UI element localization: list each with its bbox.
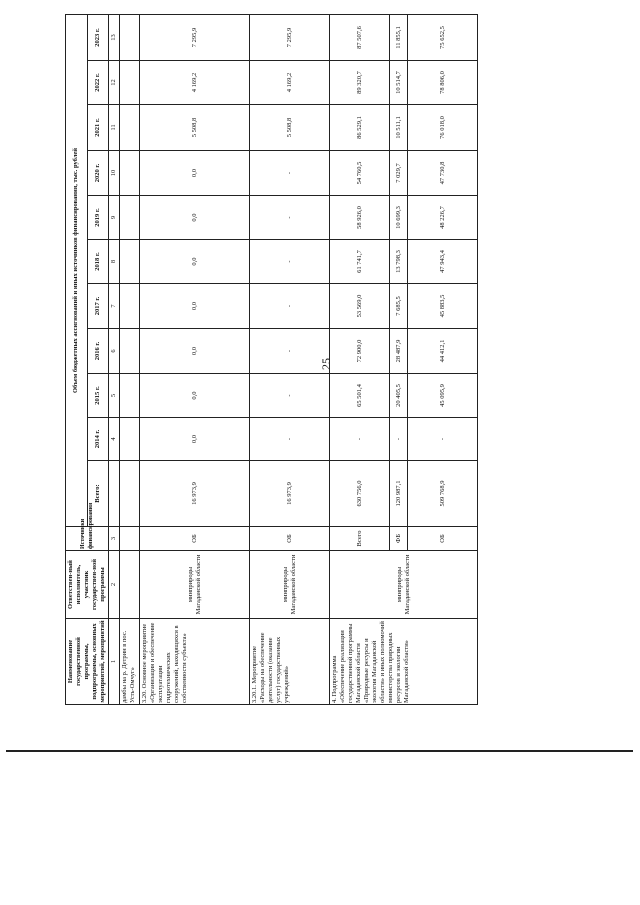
cell-value: - [250,418,330,461]
cell-value [120,240,140,284]
table-row [120,14,140,704]
col-number: 7 [109,284,120,329]
header-year: 2022 г. [87,61,109,105]
row-name: 3.20.1. Мероприятие «Расходы на обеспечение деятельности (оказание услуг) государственных учреждений» [250,619,330,705]
cell-value [120,14,140,60]
financing-table [65,14,478,705]
cell-value: 0,0 [140,151,250,196]
col-number: 8 [109,240,120,284]
row-source: ФБ [390,527,408,551]
cell-value: 0,0 [140,284,250,329]
cell-value: - [408,418,478,461]
cell-value: 0,0 [140,374,250,418]
cell-value: 0,0 [140,418,250,461]
cell-value: 61 741,7 [330,240,390,284]
cell-value: 5 508,8 [250,105,330,151]
cell-value: 5 508,8 [140,105,250,151]
row-source: Всего [330,527,390,551]
header-year: 2016 г. [87,329,109,374]
subprogram-name: 4. Подпрограмма «Обеспечение реализации государственной программы Магаданской области «Природные ресурсы и экология Магаданской области» и иных полномочий министерства природных ресурсов и экологии Магаданской области» [330,619,478,705]
col-number: 10 [109,151,120,196]
col-number: 5 [109,374,120,418]
header-name: Наименование государственной программы, подпрограммы, основных мероприятий, мероприятий [66,619,109,705]
cell-value: 28 487,9 [390,329,408,374]
cell-value: 72 900,0 [330,329,390,374]
header-source: Источники финансирования [66,527,109,551]
header-year: 2017 г. [87,284,109,329]
col-number: 6 [109,329,120,374]
header-year: 2014 г. [87,418,109,461]
cell-value [120,374,140,418]
cell-total: 509 768,9 [408,461,478,527]
cell-value [120,418,140,461]
row-source: ОБ [140,527,250,551]
row-name: дамбы на р. Детрин в пос. Усть-Омчуг» [120,619,140,705]
cell-value [120,329,140,374]
cell-total: 16 973,9 [250,461,330,527]
cell-value: 48 226,7 [408,196,478,240]
subprogram-executor: минприроды Магаданской области [330,551,478,619]
col-number: 1 [109,619,120,705]
cell-value: 86 529,1 [330,105,390,151]
header-year: 2019 г. [87,196,109,240]
cell-value: 20 405,5 [390,374,408,418]
header-row-1 [66,14,88,704]
cell-value: - [250,240,330,284]
bottom-divider [6,750,633,752]
col-number: 11 [109,105,120,151]
header-year: 2023 г. [87,14,109,60]
col-number: 4 [109,418,120,461]
cell-value: 76 018,0 [408,105,478,151]
rotated-table-container [65,15,633,705]
header-year: 2020 г. [87,151,109,196]
col-number: 12 [109,61,120,105]
col-number: 9 [109,196,120,240]
col-number: 3 [109,527,120,551]
header-year: 2021 г. [87,105,109,151]
cell-value: 7 295,9 [140,14,250,60]
cell-value: 7 685,5 [390,284,408,329]
cell-value: 87 507,6 [330,14,390,60]
cell-value [120,196,140,240]
cell-value [120,151,140,196]
header-volume: Объем бюджетных ассигнований и иных источников финансирования, тыс. рублей [66,14,88,526]
row-source: ОБ [250,527,330,551]
table-row [140,14,250,704]
cell-value: - [390,418,408,461]
row-executor: минприроды Магаданской области [250,551,330,619]
cell-value: 78 806,0 [408,61,478,105]
cell-value [120,105,140,151]
cell-value: 47 943,4 [408,240,478,284]
cell-value: 54 760,5 [330,151,390,196]
cell-value: 10 699,3 [390,196,408,240]
cell-value: 47 730,8 [408,151,478,196]
cell-value: 7 295,9 [250,14,330,60]
cell-value: 13 798,3 [390,240,408,284]
cell-value: 10 511,1 [390,105,408,151]
cell-value: - [250,374,330,418]
cell-value: 10 514,7 [390,61,408,105]
cell-value: 58 926,0 [330,196,390,240]
header-year: 2015 г. [87,374,109,418]
cell-total [120,461,140,527]
cell-value: 65 501,4 [330,374,390,418]
cell-value [120,284,140,329]
cell-value: 7 029,7 [390,151,408,196]
cell-value: 0,0 [140,196,250,240]
cell-value: 89 320,7 [330,61,390,105]
row-name: 3.20. Основное мероприятие «Организация и обеспечение эксплуатации гидротехнических сооружений, находящихся в собственности субъекта» [140,619,250,705]
col-number: 13 [109,14,120,60]
header-total: Всего: [87,461,109,527]
row-executor: минприроды Магаданской области [140,551,250,619]
cell-total: 630 756,0 [330,461,390,527]
cell-value: 4 169,2 [140,61,250,105]
row-source [120,527,140,551]
cell-value: 0,0 [140,329,250,374]
cell-value: - [250,284,330,329]
col-number: 2 [109,551,120,619]
subprogram-row-total [330,14,390,704]
cell-total: 120 987,1 [390,461,408,527]
page-number: 25 [319,358,333,370]
header-year: 2018 г. [87,240,109,284]
cell-value: - [250,329,330,374]
cell-value: 45 095,9 [408,374,478,418]
table-row [250,14,330,704]
cell-value: - [250,151,330,196]
cell-value [120,61,140,105]
cell-value: - [250,196,330,240]
cell-value: 0,0 [140,240,250,284]
cell-value: 4 169,2 [250,61,330,105]
col-number [109,461,120,527]
cell-value: 11 855,1 [390,14,408,60]
cell-value: 45 883,5 [408,284,478,329]
cell-total: 16 973,9 [140,461,250,527]
cell-value: 53 569,0 [330,284,390,329]
column-number-row [109,14,120,704]
row-source: ОБ [408,527,478,551]
cell-value: 75 652,5 [408,14,478,60]
header-executor: Ответствен-ный исполнитель, участник государствен-ной программы [66,551,109,619]
row-executor [120,551,140,619]
cell-value: 44 412,1 [408,329,478,374]
cell-value: - [330,418,390,461]
